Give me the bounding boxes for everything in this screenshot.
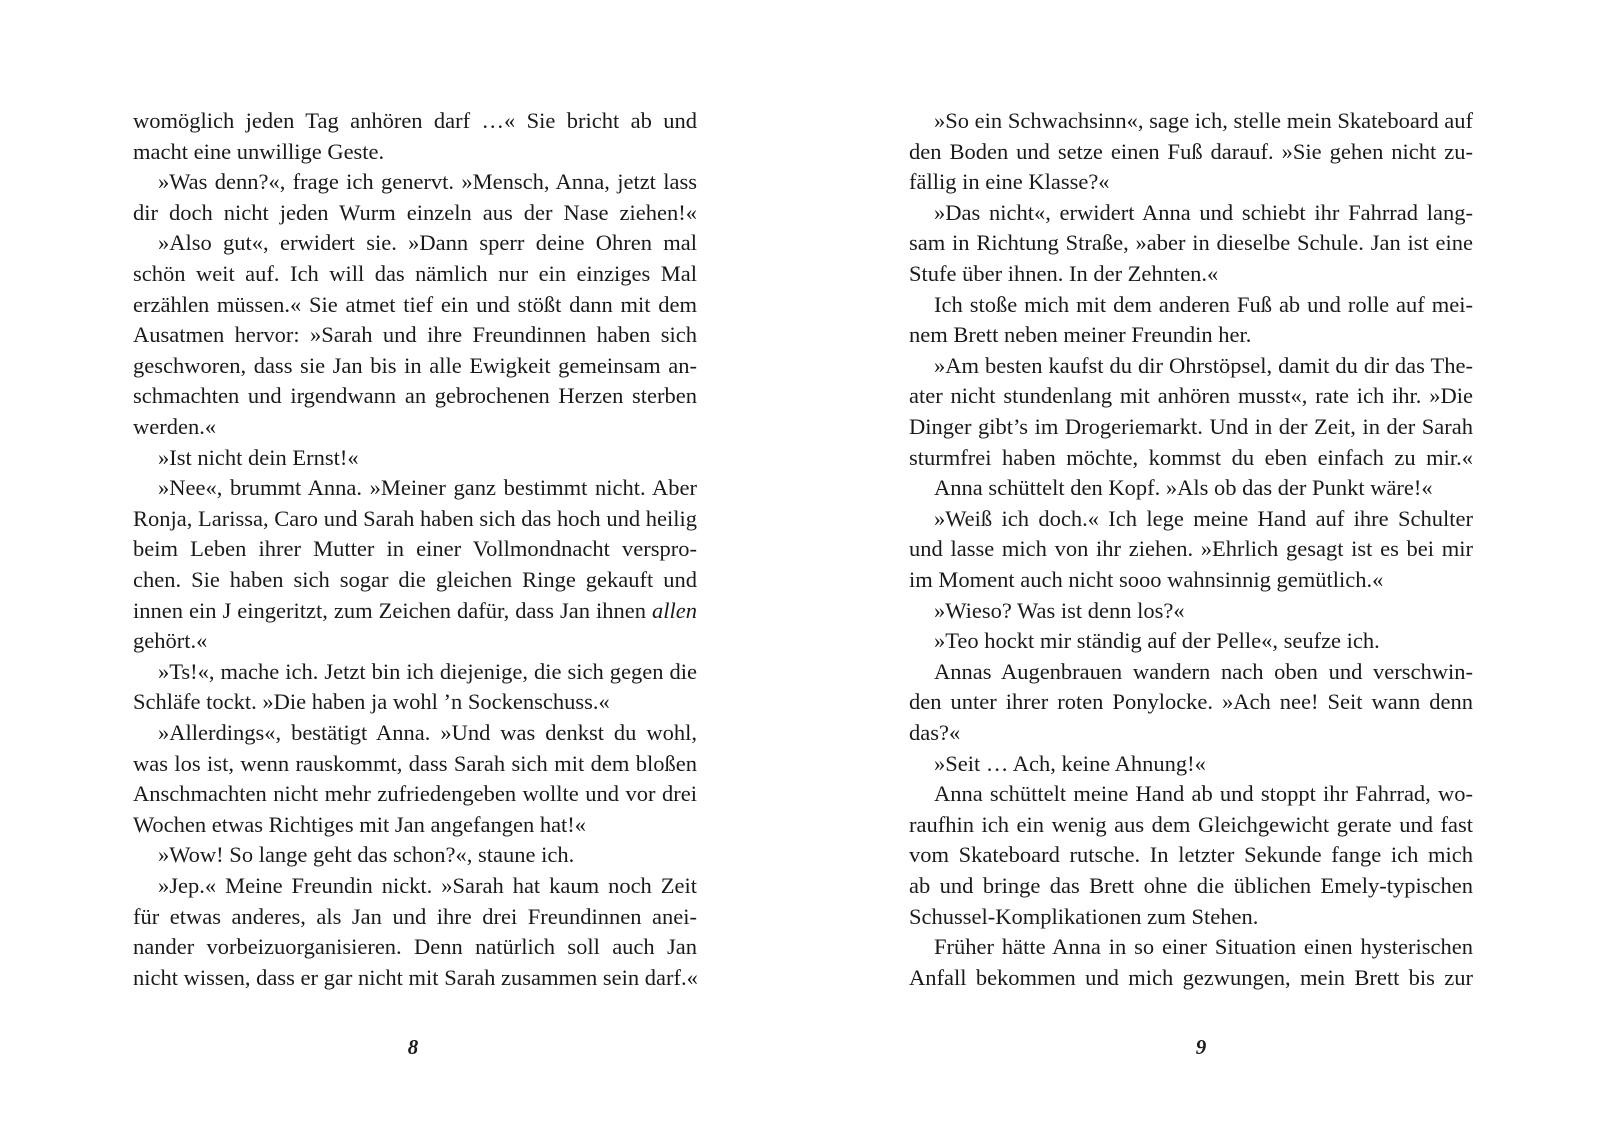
- text-line: »Teo hockt mir ständig auf der Pelle«, seufze ich.: [934, 628, 1380, 654]
- text-line: dir doch nicht jeden Wurm einzeln aus der Nase ziehen!«: [133, 199, 697, 225]
- text-line: Wochen etwas Richtiges mit Jan angefangen hat!«: [133, 811, 587, 837]
- text-line: nander vorbeizuorganisieren. Denn natürlich soll auch Jan: [133, 934, 697, 960]
- text-line: Schläfe tockt. »Die haben ja wohl ’n Sockenschuss.«: [133, 689, 610, 715]
- text-line: gehört.«: [133, 628, 208, 654]
- text-line: Schussel-Komplikationen zum Stehen.: [909, 903, 1259, 929]
- emphasis: allen: [652, 597, 697, 623]
- text-line: Ausatmen hervor: »Sarah und ihre Freundinnen haben sich: [133, 322, 697, 348]
- text-line: Ich stoße mich mit dem anderen Fuß ab und rolle auf mei-: [934, 291, 1473, 317]
- page-number: 9: [1195, 1035, 1207, 1059]
- text-line: werden.«: [133, 414, 217, 439]
- text-line: Dinger gibt’s im Drogeriemarkt. Und in der Zeit, in der Sarah: [909, 414, 1473, 439]
- text-line: Anna schüttelt den Kopf. »Als ob das der Punkt wäre!«: [934, 475, 1433, 501]
- text-line: und lasse mich von ihr ziehen. »Ehrlich gesagt ist es bei mir: [909, 536, 1473, 562]
- text-line: »Was denn?«, frage ich genervt. »Mensch, Anna, jetzt lass: [158, 169, 697, 195]
- text-line: Stufe über ihnen. In der Zehnten.«: [909, 261, 1219, 286]
- text-line: schmachten und irgendwann an gebrochenen Herzen sterben: [133, 383, 697, 409]
- text-line: Anna schüttelt meine Hand ab und stoppt ihr Fahrrad, wo-: [934, 781, 1473, 807]
- text-line: chen. Sie haben sich sogar die gleichen Ringe gekauft und: [133, 567, 697, 592]
- text-line: geschworen, dass sie Jan bis in alle Ewigkeit gemeinsam an-: [133, 352, 697, 378]
- text-line: womöglich jeden Tag anhören darf …« Sie bricht ab und: [133, 108, 697, 133]
- text-line: fällig in eine Klasse?«: [909, 169, 1110, 195]
- text-line: den Boden und setze einen Fuß darauf. »Sie gehen nicht zu-: [909, 138, 1473, 164]
- text-line: Annas Augenbrauen wandern nach oben und verschwin-: [934, 658, 1473, 684]
- text-line: raufhin ich ein wenig aus dem Gleichgewicht gerate und fast: [909, 811, 1473, 837]
- text-line: sturmfrei haben möchte, kommst du eben einfach zu mir.«: [909, 444, 1473, 470]
- text-line: Anschmachten nicht mehr zufriedengeben wollte und vor drei: [133, 781, 697, 807]
- text-line: »Jep.« Meine Freundin nickt. »Sarah hat kaum noch Zeit: [158, 873, 697, 898]
- text-line: ater nicht stundenlang mit anhören musst«, rate ich ihr. »Die: [909, 383, 1473, 409]
- text-line: Früher hätte Anna in so einer Situation einen hysterischen: [934, 934, 1473, 960]
- text-line: ab und bringe das Brett ohne die üblichen Emely-typischen: [909, 873, 1473, 898]
- text-line: »Am besten kaufst du dir Ohrstöpsel, damit du dir das The-: [934, 352, 1473, 378]
- text-line: »Weiß ich doch.« Ich lege meine Hand auf ihre Schulter: [934, 505, 1473, 531]
- text-line: das?«: [909, 720, 961, 745]
- text-line: den unter ihrer roten Ponylocke. »Ach nee! Seit wann denn: [909, 689, 1473, 715]
- page-number: 8: [407, 1035, 419, 1059]
- text-line: für etwas anderes, als Jan und ihre drei Freundinnen anei-: [133, 903, 697, 929]
- text-line: im Moment auch nicht sooo wahnsinnig gemütlich.«: [909, 567, 1384, 592]
- text-line: schön weit auf. Ich will das nämlich nur ein einziges Mal: [133, 261, 697, 286]
- text-line: »Seit … Ach, keine Ahnung!«: [934, 750, 1206, 776]
- text-line: »Ist nicht dein Ernst!«: [158, 444, 359, 470]
- text-line: macht eine unwillige Geste.: [133, 138, 385, 164]
- text-line: nicht wissen, dass er gar nicht mit Sarah zusammen sein darf.«: [133, 964, 698, 990]
- text-line: innen ein J eingeritzt, zum Zeichen dafür, dass Jan ihnen allen: [133, 597, 697, 623]
- text-line: »Ts!«, mache ich. Jetzt bin ich diejenige, die sich gegen die: [158, 658, 697, 684]
- text-line: »Das nicht«, erwidert Anna und schiebt ihr Fahrrad lang-: [934, 199, 1473, 225]
- text-line: »Nee«, brummt Anna. »Meiner ganz bestimmt nicht. Aber: [158, 475, 697, 501]
- text-line: »Allerdings«, bestätigt Anna. »Und was denkst du wohl,: [158, 720, 697, 745]
- text-line: Ronja, Larissa, Caro und Sarah haben sich das hoch und heilig: [133, 505, 697, 531]
- text-line: sam in Richtung Straße, »aber in dieselbe Schule. Jan ist eine: [909, 230, 1473, 256]
- text-line: »Also gut«, erwidert sie. »Dann sperr deine Ohren mal: [158, 230, 697, 256]
- text-line: erzählen müssen.« Sie atmet tief ein und stößt dann mit dem: [133, 291, 697, 317]
- text-line: Anfall bekommen und mich gezwungen, mein Brett bis zur: [909, 964, 1473, 990]
- text-line: »Wieso? Was ist denn los?«: [934, 597, 1185, 623]
- text-line: beim Leben ihrer Mutter in einer Vollmondnacht verspro-: [133, 536, 697, 562]
- text-line: vom Skateboard rutsche. In letzter Sekunde fange ich mich: [909, 842, 1473, 868]
- text-line: »So ein Schwachsinn«, sage ich, stelle mein Skateboard auf: [934, 108, 1473, 133]
- text-line: »Wow! So lange geht das schon?«, staune ich.: [158, 842, 575, 868]
- text-line: was los ist, wenn rauskommt, dass Sarah sich mit dem bloßen: [133, 750, 697, 776]
- text-line: nem Brett neben meiner Freundin her.: [909, 322, 1252, 348]
- right-page: [800, 0, 1600, 1130]
